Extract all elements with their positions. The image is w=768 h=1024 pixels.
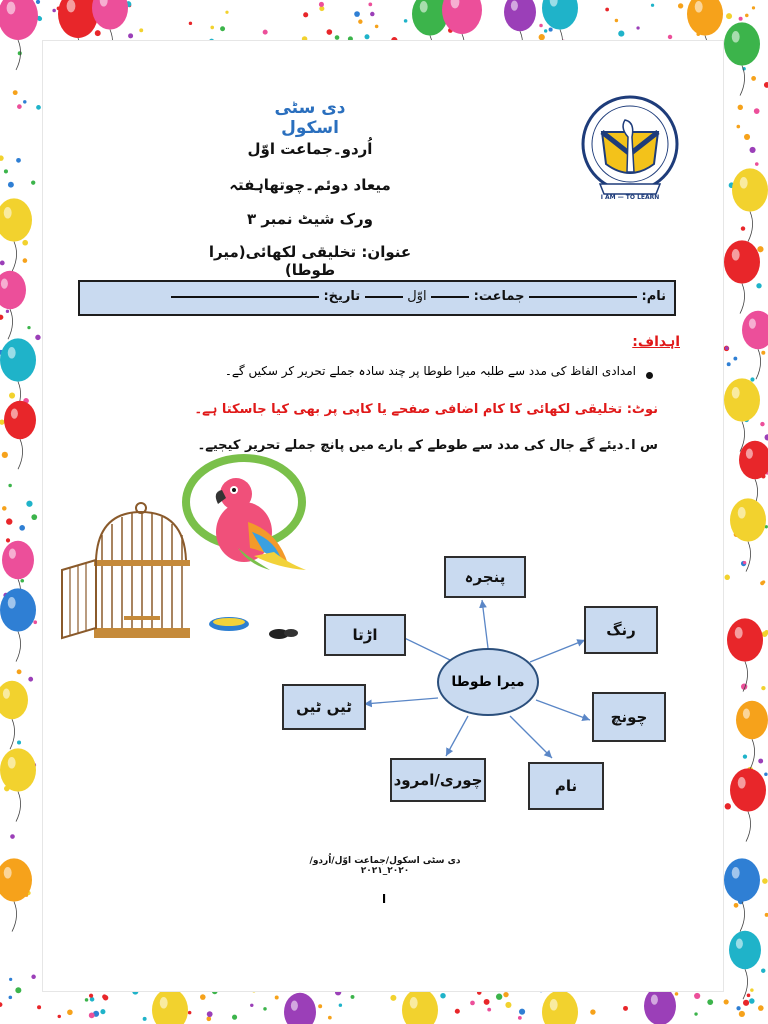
term-week: میعاد دوئم۔چوتھاہفتہ [229, 176, 391, 194]
map-word-tain-tain: ٹیں ٹیں [282, 684, 366, 730]
note-text: نوٹ: تخلیقی لکھائی کا کام اضافی صفحے یا کاپی پر بھی کیا جاسکتا ہے۔ [194, 402, 658, 417]
worksheet-topic: عنوان: تخلیقی لکھائی(میرا طوطا) [208, 243, 412, 279]
map-word-flies: اڑتا [324, 614, 406, 656]
logo-motto: I AM — TO LEARN [600, 194, 660, 201]
date-label: تاریخ: [323, 289, 361, 304]
class-value: اوّل [407, 289, 427, 304]
map-word-name: نام [528, 762, 604, 810]
objectives-heading: اہداف: [632, 334, 680, 350]
subject-class: اُردو۔جماعت اوّل [247, 140, 373, 158]
page-number: ا [381, 892, 387, 906]
objectives-item: امدادی الفاظ کی مدد سے طلبہ میرا طوطا پر چند سادہ جملے تحریر کر سکیں گے۔ [224, 364, 636, 378]
school-name: دی سٹی اسکول [274, 98, 346, 138]
name-label: نام: [641, 289, 666, 304]
map-center-my-parrot: میرا طوطا [437, 648, 539, 716]
question-text: س ا۔دیئے گے جال کی مدد سے طوطے کے بارے میں پانچ جملے تحریر کیجیے۔ [197, 438, 658, 453]
map-word-cage: پنجرہ [444, 556, 526, 598]
worksheet-number: ورک شیٹ نمبر ۳ [246, 210, 374, 228]
footer-path: دی سٹی اسکول/جماعت اوّل/اُردو/۲۰۲۰_۲۰۲۱ [309, 856, 461, 876]
class-label: جماعت: [473, 289, 525, 304]
map-word-food: چوری/امرود [390, 758, 486, 802]
map-word-color: رنگ [584, 606, 658, 654]
map-word-beak: چونچ [592, 692, 666, 742]
